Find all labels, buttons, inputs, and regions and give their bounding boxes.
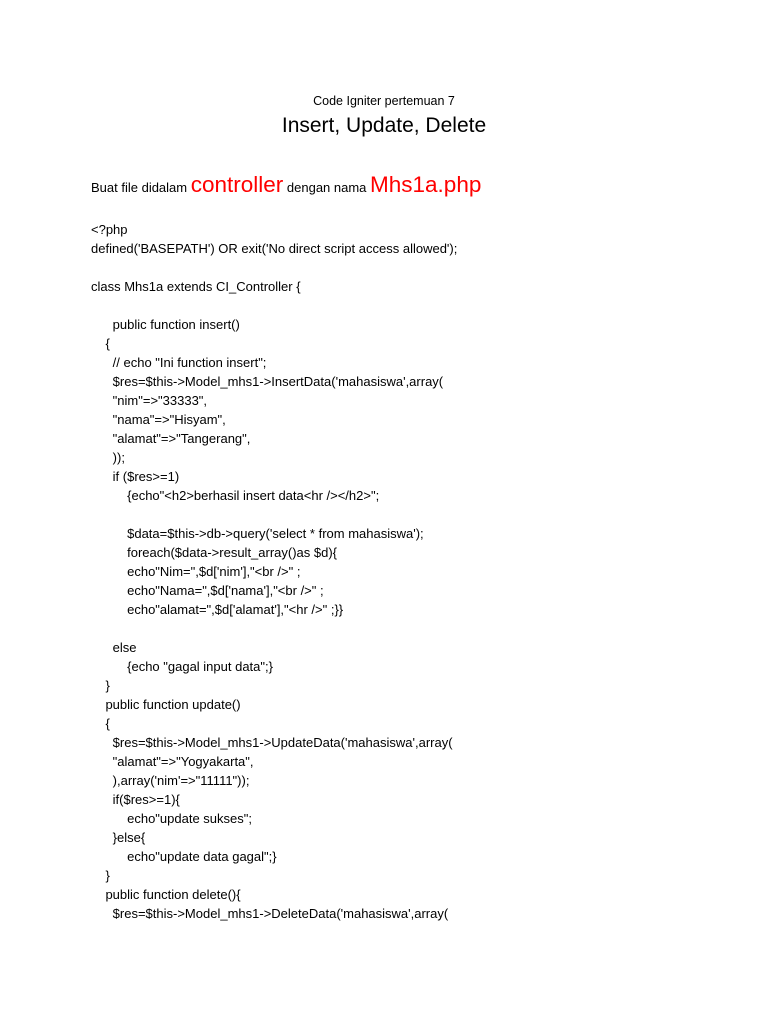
code-line: "alamat"=>"Yogyakarta", [91,754,254,769]
code-line: // echo "Ini function insert"; [91,355,267,370]
code-line: {echo "gagal input data";} [91,659,273,674]
code-line: if($res>=1){ [91,792,180,807]
code-line [91,505,457,524]
code-line [91,296,457,315]
code-line: if ($res>=1) [91,469,180,484]
intro-highlight-controller: controller [190,172,284,197]
code-line: echo"alamat=",$d['alamat'],"<hr />" ;}} [91,602,344,617]
code-line: {echo"<h2>berhasil insert data<hr /></h2>"; [91,488,380,503]
code-line: defined('BASEPATH') OR exit('No direct script access allowed'); [91,241,458,256]
code-line: public function delete(){ [91,887,241,902]
code-line [91,258,457,277]
code-line: { [91,716,110,731]
code-line: $res=$this->Model_mhs1->UpdateData('mahasiswa',array( [91,735,453,750]
intro-text-2: dengan nama [283,180,371,195]
code-line: else [91,640,137,655]
document-subtitle: Code Igniter pertemuan 7 [313,94,455,108]
code-line: echo"Nim=",$d['nim'],"<br />" ; [91,564,301,579]
intro-highlight-filename: Mhs1a.php [370,172,482,197]
code-line: echo"update sukses"; [91,811,252,826]
code-listing [91,220,457,923]
code-line: } [91,678,110,693]
code-line: foreach($data->result_array()as $d){ [91,545,338,560]
code-line: <?php [91,222,128,237]
code-line [91,619,457,638]
code-line: public function update() [91,697,241,712]
code-line: "alamat"=>"Tangerang", [91,431,251,446]
document-title: Insert, Update, Delete [281,114,487,137]
intro-paragraph [91,170,481,203]
code-line: $res=$this->Model_mhs1->DeleteData('mahasiswa',array( [91,906,449,921]
code-line: { [91,336,110,351]
code-line: $data=$this->db->query('select * from mahasiswa'); [91,526,424,541]
code-line: "nim"=>"33333", [91,393,208,408]
code-line: echo"Nama=",$d['nama'],"<br />" ; [91,583,324,598]
code-line: ),array('nim'=>"11111")); [91,773,250,788]
code-line: }else{ [91,830,146,845]
code-line: "nama"=>"Hisyam", [91,412,226,427]
code-line: $res=$this->Model_mhs1->InsertData('mahasiswa',array( [91,374,444,389]
code-line: )); [91,450,125,465]
code-line: echo"update data gagal";} [91,849,277,864]
code-line: } [91,868,110,883]
code-line: public function insert() [91,317,240,332]
intro-text-1: Buat file didalam [91,180,191,195]
code-line: class Mhs1a extends CI_Controller { [91,279,301,294]
